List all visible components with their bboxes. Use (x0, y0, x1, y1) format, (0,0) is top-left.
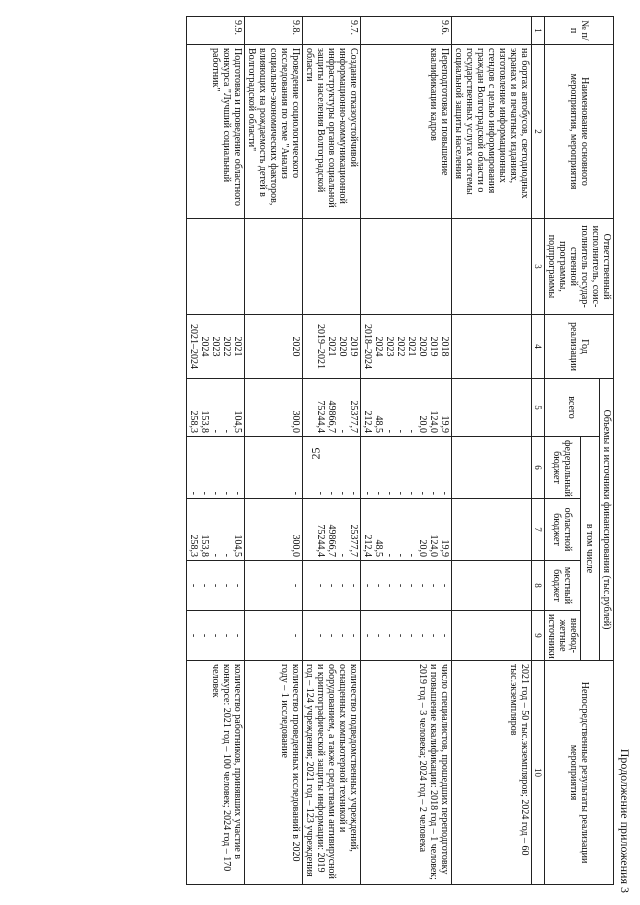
cell-value: - (417, 491, 428, 495)
cell-value: - (439, 491, 450, 495)
cell-value: 48,5 (373, 539, 384, 557)
cell-value: - (199, 583, 210, 588)
cell-value: - (188, 491, 199, 495)
table-row (361, 17, 452, 885)
cell-value: - (362, 633, 373, 638)
total-cell (303, 379, 361, 437)
table-row (245, 17, 303, 885)
cell-value: - (384, 553, 395, 557)
cell-value: - (428, 583, 439, 588)
federal-cell (187, 437, 245, 499)
cell-value: - (362, 583, 373, 588)
header-local: местный бюджет (545, 561, 581, 611)
federal-cell (303, 437, 361, 499)
local-cell (245, 561, 303, 611)
cell-value: - (210, 491, 221, 495)
cell-value: - (406, 553, 417, 557)
total-cell (361, 379, 452, 437)
cell-value: - (315, 491, 326, 495)
cell-value: 19,9 (439, 539, 450, 557)
cell-value: - (199, 491, 210, 495)
page-number: 25 (308, 447, 323, 460)
column-number: 5 (532, 379, 545, 437)
federal-cell (452, 437, 532, 499)
cell-value: - (428, 633, 439, 638)
cell-value: - (395, 491, 406, 495)
cell-value: - (428, 491, 439, 495)
row-number: 9.9. (187, 17, 245, 45)
header-num: № п/п (545, 17, 614, 45)
cell-value: - (221, 491, 232, 495)
cell-value: 124,0 (428, 534, 439, 557)
activity-name: Создание отказоустойчивой информационно-коммуникационной инфраструктуры органов социальной защиты населения Волгоградской области (303, 45, 361, 219)
cell-value: - (290, 491, 301, 495)
cell-value: 104,5 (232, 534, 243, 557)
cell-value: - (348, 491, 359, 495)
cell-value: - (232, 633, 243, 638)
cell-value: 2020 (290, 336, 301, 357)
cell-value: 104,5 (232, 410, 243, 433)
column-number: 2 (532, 45, 545, 219)
column-number: 3 (532, 219, 545, 315)
cell-value: - (210, 583, 221, 588)
cell-value: - (221, 429, 232, 433)
years-cell (303, 315, 361, 379)
result-cell: 2021 год – 50 тыс.экземпляров; 2024 год – 60 тыс.экземпляров (452, 661, 532, 885)
extrabudget-cell (361, 611, 452, 661)
cell-value: 20,0 (417, 415, 428, 433)
cell-value: 212,4 (362, 534, 373, 557)
table-row (303, 17, 361, 885)
column-number: 1 (532, 17, 545, 45)
header-total: всего (545, 379, 600, 437)
header-volume: Объемы и источники финансирования (тыс.рублей) (600, 379, 614, 661)
cell-value: - (384, 491, 395, 495)
years-cell (187, 315, 245, 379)
header-federal: федеральный бюджет (545, 437, 581, 499)
cell-value: - (395, 583, 406, 588)
header-executor: Ответственный исполнитель, соисполнитель государственной программы, подпрограммы (545, 219, 614, 315)
cell-value: - (290, 583, 301, 588)
regional-cell (245, 499, 303, 561)
cell-value: - (221, 633, 232, 638)
cell-value: 300,0 (290, 410, 301, 433)
cell-value: 2018–2024 (362, 324, 373, 369)
column-number: 9 (532, 611, 545, 661)
cell-value: - (337, 429, 348, 433)
header-extrabudget: внебюджетные источники (545, 611, 581, 661)
extrabudget-cell (245, 611, 303, 661)
cell-value: - (417, 633, 428, 638)
cell-value: - (362, 491, 373, 495)
total-cell (245, 379, 303, 437)
cell-value: - (417, 583, 428, 588)
cell-value: 20,0 (417, 539, 428, 557)
cell-value: - (232, 491, 243, 495)
cell-value: 300,0 (290, 534, 301, 557)
cell-value: - (221, 583, 232, 588)
executor-cell (361, 219, 452, 315)
cell-value: - (373, 633, 384, 638)
cell-value: - (439, 583, 450, 588)
row-number (452, 17, 532, 45)
cell-value: - (395, 429, 406, 433)
cell-value: 2023 (210, 336, 221, 357)
cell-value: 2021 (232, 336, 243, 357)
result-cell: количество подведомственных учреждений, оснащенных компьютерной техникой и оборудованием, а также средствами антивирусной и криптографической защиты информации: 2019 год – 124 учреждения; 2021 год – 123 учреждения (303, 661, 361, 885)
cell-value: 2021–2024 (188, 324, 199, 369)
activity-name: на бортах автобусов, светодиодных экранах и в печатных изданиях, изготовление информационных стендов с целью информирования граждан Волгоградской области о государственных услугах системы социальной защиты населения (452, 45, 532, 219)
cell-value: 2023 (384, 336, 395, 357)
cell-value: 25377,7 (348, 400, 359, 433)
cell-value: - (395, 633, 406, 638)
program-table (186, 16, 614, 885)
cell-value: - (199, 633, 210, 638)
cell-value: 258,3 (188, 410, 199, 433)
cell-value: - (337, 491, 348, 495)
cell-value: 2024 (373, 336, 384, 357)
cell-value: - (439, 633, 450, 638)
cell-value: - (348, 633, 359, 638)
column-number: 8 (532, 561, 545, 611)
cell-value: 49866,7 (326, 400, 337, 433)
total-cell (187, 379, 245, 437)
cell-value: - (337, 633, 348, 638)
cell-value: 75244,4 (315, 524, 326, 557)
cell-value: - (326, 633, 337, 638)
cell-value: - (406, 633, 417, 638)
cell-value: - (290, 633, 301, 638)
cell-value: - (337, 583, 348, 588)
years-cell (361, 315, 452, 379)
cell-value: 75244,4 (315, 400, 326, 433)
result-cell: количество работников, принявших участие в конкурсе: 2021 год – 100 человек; 2024 год – 170 человек (187, 661, 245, 885)
cell-value: - (188, 583, 199, 588)
cell-value: 2020 (337, 336, 348, 357)
header-year: Год реализации (545, 315, 614, 379)
header-including: в том числе (581, 437, 600, 661)
cell-value: 19,9 (439, 415, 450, 433)
cell-value: - (315, 633, 326, 638)
result-cell: число специалистов, прошедших переподготовку и повышение квалификации: 2018 год – 1 человек; 2019 год – 3 человека; 2024 год – 2 человека (361, 661, 452, 885)
federal-cell (245, 437, 303, 499)
years-cell (245, 315, 303, 379)
row-number: 9.7. (303, 17, 361, 45)
years-cell (452, 315, 532, 379)
local-cell (361, 561, 452, 611)
cell-value: - (384, 583, 395, 588)
executor-cell (187, 219, 245, 315)
column-number: 7 (532, 499, 545, 561)
column-number: 10 (532, 661, 545, 885)
cell-value: 2022 (395, 336, 406, 357)
cell-value: 2020 (417, 336, 428, 357)
header-results: Непосредственные результаты реализации мероприятия (545, 661, 614, 885)
cell-value: 212,4 (362, 410, 373, 433)
cell-value: - (384, 633, 395, 638)
activity-name: Переподготовка и повышение квалификации кадров (361, 45, 452, 219)
cell-value: - (337, 553, 348, 557)
cell-value: - (210, 429, 221, 433)
local-cell (452, 561, 532, 611)
activity-name: Подготовка и проведение областного конкурса "Лучший социальный работник" (187, 45, 245, 219)
cell-value: - (210, 633, 221, 638)
local-cell (303, 561, 361, 611)
cell-value: 49866,7 (326, 524, 337, 557)
cell-value: 2018 (439, 336, 450, 357)
table-row (187, 17, 245, 885)
cell-value: 2019–2021 (315, 324, 326, 369)
header-name: Наименование основного мероприятия, мероприятия (545, 45, 614, 219)
cell-value: - (406, 491, 417, 495)
regional-cell (452, 499, 532, 561)
extrabudget-cell (187, 611, 245, 661)
cell-value: - (188, 633, 199, 638)
cell-value: 153,8 (199, 410, 210, 433)
executor-cell (452, 219, 532, 315)
column-number: 4 (532, 315, 545, 379)
cell-value: 153,8 (199, 534, 210, 557)
executor-cell (245, 219, 303, 315)
cell-value: 2019 (348, 336, 359, 357)
cell-value: - (221, 553, 232, 557)
federal-cell (361, 437, 452, 499)
regional-cell (187, 499, 245, 561)
cell-value: - (384, 429, 395, 433)
cell-value: - (373, 491, 384, 495)
cell-value: 258,3 (188, 534, 199, 557)
table-row (452, 17, 532, 885)
cell-value: - (326, 583, 337, 588)
cell-value: 2021 (326, 336, 337, 357)
cell-value: 2024 (199, 336, 210, 357)
continuation-label: Продолжение приложения 3 (618, 748, 632, 893)
cell-value: - (348, 583, 359, 588)
cell-value: 25377,7 (348, 524, 359, 557)
column-number-row (532, 17, 545, 885)
column-number: 6 (532, 437, 545, 499)
cell-value: - (395, 553, 406, 557)
cell-value: 2019 (428, 336, 439, 357)
cell-value: - (326, 491, 337, 495)
cell-value: 2021 (406, 336, 417, 357)
table-body (187, 17, 532, 885)
activity-name: Проведение социологического исследования по теме "Анализ социально-экономических факторов, влияющих на рождаемость детей в Волгоградской области" (245, 45, 303, 219)
cell-value: 124,0 (428, 410, 439, 433)
cell-value: - (210, 553, 221, 557)
cell-value: - (406, 429, 417, 433)
extrabudget-cell (452, 611, 532, 661)
cell-value: - (406, 583, 417, 588)
local-cell (187, 561, 245, 611)
header-regional: областной бюджет (545, 499, 581, 561)
total-cell (452, 379, 532, 437)
cell-value: 48,5 (373, 415, 384, 433)
cell-value: - (373, 583, 384, 588)
row-number: 9.6. (361, 17, 452, 45)
cell-value: 2022 (221, 336, 232, 357)
result-cell: количество проведенных исследований в 2020 году – 1 исследование (245, 661, 303, 885)
cell-value: - (315, 583, 326, 588)
regional-cell (361, 499, 452, 561)
extrabudget-cell (303, 611, 361, 661)
regional-cell (303, 499, 361, 561)
executor-cell (303, 219, 361, 315)
row-number: 9.8. (245, 17, 303, 45)
cell-value: - (232, 583, 243, 588)
